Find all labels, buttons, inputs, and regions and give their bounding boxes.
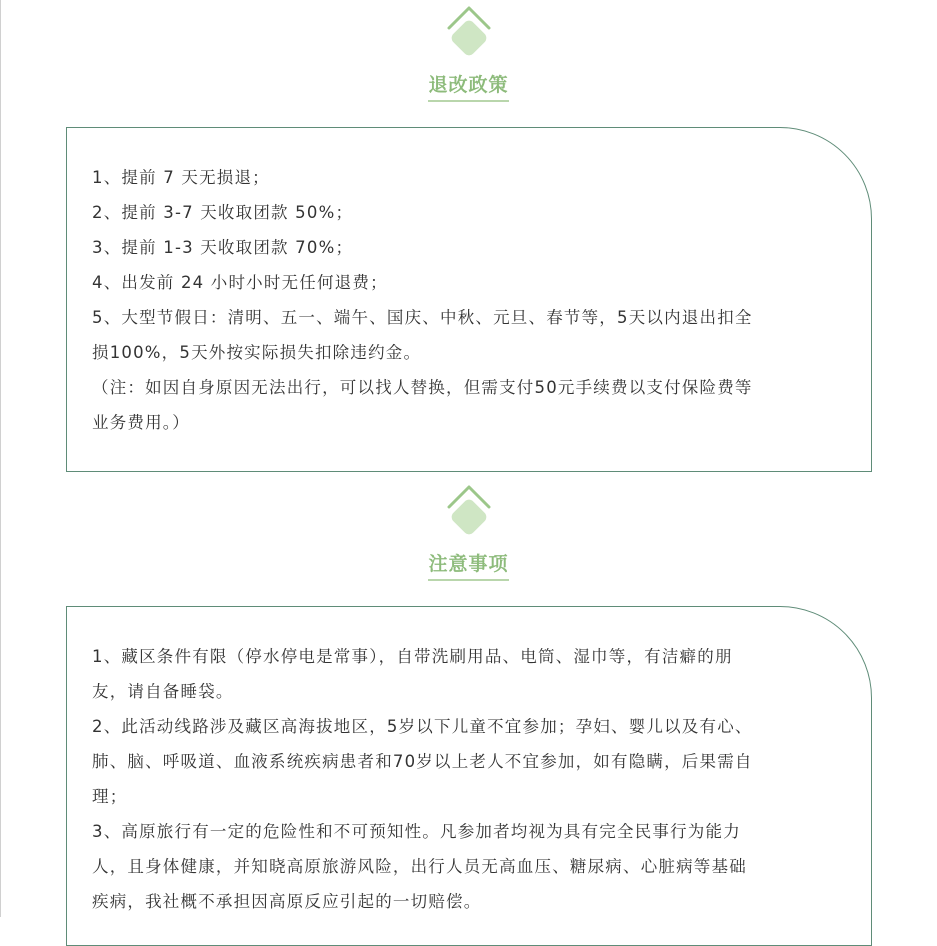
page-left-rule xyxy=(0,0,1,917)
notes-line: 疾病，我社概不承担因高原反应引起的一切赔偿。 xyxy=(92,892,482,911)
policy-line: 4、出发前 24 小时小时无任何退费； xyxy=(92,273,388,292)
section-heading-refund xyxy=(0,0,937,110)
diamond-icon xyxy=(436,479,502,543)
diamond-icon xyxy=(436,0,502,64)
policy-line: 5、大型节假日：清明、五一、端午、国庆、中秋、元旦、春节等，5天以内退出扣全 xyxy=(92,308,753,327)
notes-line: 人，且身体健康，并知晓高原旅游风险，出行人员无高血压、糖尿病、心脏病等基础 xyxy=(92,857,747,876)
policy-line: 1、提前 7 天无损退； xyxy=(92,168,270,187)
notes-line: 理； xyxy=(92,787,128,806)
policy-line: 3、提前 1-3 天收取团款 70%； xyxy=(92,238,354,257)
notes-line: 2、此活动线路涉及藏区高海拔地区，5岁以下儿童不宜参加；孕妇、婴儿以及有心、 xyxy=(92,717,753,736)
policy-line: 2、提前 3-7 天收取团款 50%； xyxy=(92,203,354,222)
section-title: 注意事项 xyxy=(0,549,937,581)
refund-policy-card xyxy=(66,127,872,472)
notes-line: 1、藏区条件有限（停水停电是常事），自带洗刷用品、电筒、湿巾等，有洁癖的朋 xyxy=(92,647,733,666)
section-title: 退改政策 xyxy=(0,70,937,102)
policy-note-line: 业务费用。） xyxy=(92,413,190,432)
notes-card xyxy=(66,606,872,946)
notes-line: 肺、脑、呼吸道、血液系统疾病患者和70岁以上老人不宜参加，如有隐瞒，后果需自 xyxy=(92,752,753,771)
notes-line: 友，请自备睡袋。 xyxy=(92,682,234,701)
policy-line: 损100%，5天外按实际损失扣除违约金。 xyxy=(92,343,422,362)
section-heading-notes xyxy=(0,479,937,589)
notes-line: 3、高原旅行有一定的危险性和不可预知性。凡参加者均视为具有完全民事行为能力 xyxy=(92,822,741,841)
policy-note-line: （注：如因自身原因无法出行，可以找人替换，但需支付50元手续费以支付保险费等 xyxy=(92,378,753,397)
